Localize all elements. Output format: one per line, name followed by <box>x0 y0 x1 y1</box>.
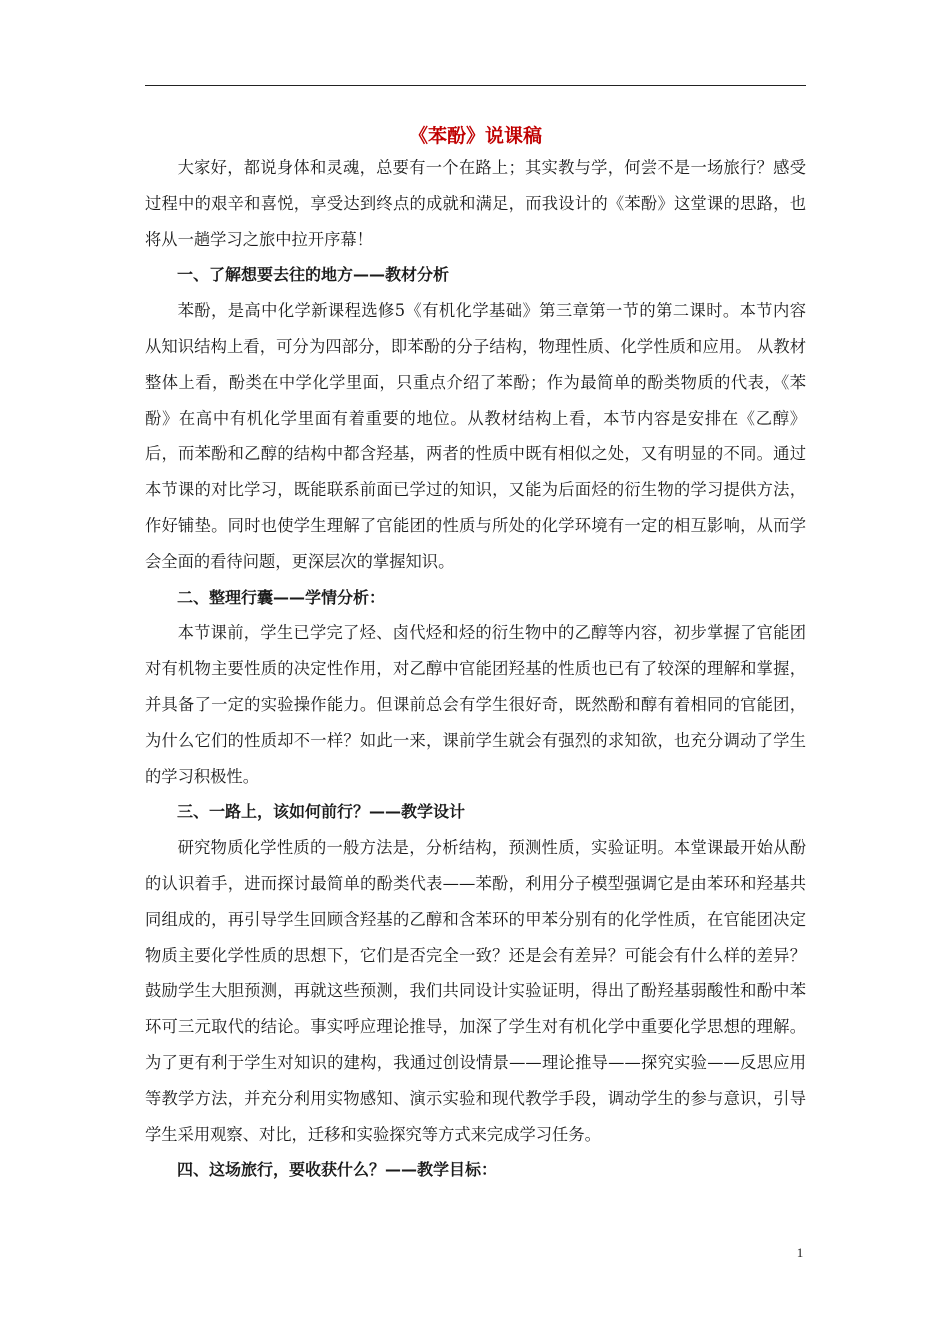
header-rule <box>145 85 806 86</box>
section-heading-student-analysis: 二、整理行囊——学情分析： <box>177 587 386 607</box>
section-heading-teaching-design: 三、一路上，该如何前行？——教学设计 <box>177 802 466 822</box>
page-number: 1 <box>796 1245 804 1260</box>
section-body-student-analysis: 本节课前，学生已学完了烃、卤代烃和烃的衍生物中的乙醇等内容，初步掌握了官能团对有机物主要性质的决定性作用，对乙醇中官能团羟基的性质也已有了较深的理解和掌握，并具备了一定的实验操作能力。但课前总会有学生很好奇，既然酚和醇有着相同的官能团，为什么它们的性质却不一样？如此一来，课前学生就会有强烈的求知欲，也充分调动了学生的学习积极性。 <box>145 623 806 786</box>
section-heading-teaching-goals: 四、这场旅行，要收获什么？——教学目标： <box>177 1160 498 1180</box>
section-body-teaching-design: 研究物质化学性质的一般方法是，分析结构，预测性质，实验证明。本堂课最开始从酚的认识着手，进而探讨最简单的酚类代表——苯酚，利用分子模型强调它是由苯环和羟基共同组成的，再引导学生回顾含羟基的乙醇和含苯环的甲苯分别有的化学性质，在官能团决定物质主要化学性质的思想下，它们是否完全一致？还是会有差异？可能会有什么样的差异？鼓励学生大胆预测，再就这些预测，我们共同设计实验证明，得出了酚羟基弱酸性和酚中苯环可三元取代的结论。事实呼应理论推导，加深了学生对有机化学中重要化学思想的理解。为了更有利于学生对知识的建构，我通过创设情景——理论推导——探究实验——反思应用等教学方法，并充分利用实物感知、演示实验和现代教学手段，调动学生的参与意识，引导学生采用观察、对比，迁移和实验探究等方式来完成学习任务。 <box>145 838 806 1144</box>
intro-paragraph: 大家好，都说身体和灵魂，总要有一个在路上；其实教与学，何尝不是一场旅行？感受过程中的艰辛和喜悦，享受达到终点的成就和满足，而我设计的《苯酚》这堂课的思路，也将从一趟学习之旅中拉开序幕！ <box>145 158 806 249</box>
document-title: 《苯酚》说课稿 <box>408 125 542 147</box>
section-body-textbook-analysis: 苯酚，是高中化学新课程选修5《有机化学基础》第三章第一节的第二课时。本节内容从知识结构上看，可分为四部分，即苯酚的分子结构，物理性质、化学性质和应用。 从教材整体上看，酚类在中学化学里面，只重点介绍了苯酚；作为最简单的酚类物质的代表，《苯酚》在高中有机化学里面有着重要的地位。从教材结构上看，本节内容是安排在《乙醇》后，而苯酚和乙醇的结构中都含羟基，两者的性质中既有相似之处，又有明显的不同。通过本节课的对比学习，既能联系前面已学过的知识，又能为后面烃的衍生物的学习提供方法，作好铺垫。同时也使学生理解了官能团的性质与所处的化学环境有一定的相互影响，从而学会全面的看待问题，更深层次的掌握知识。 <box>145 301 806 571</box>
document-body <box>145 150 806 1188</box>
section-heading-textbook-analysis: 一、了解想要去往的地方——教材分析 <box>177 265 450 285</box>
